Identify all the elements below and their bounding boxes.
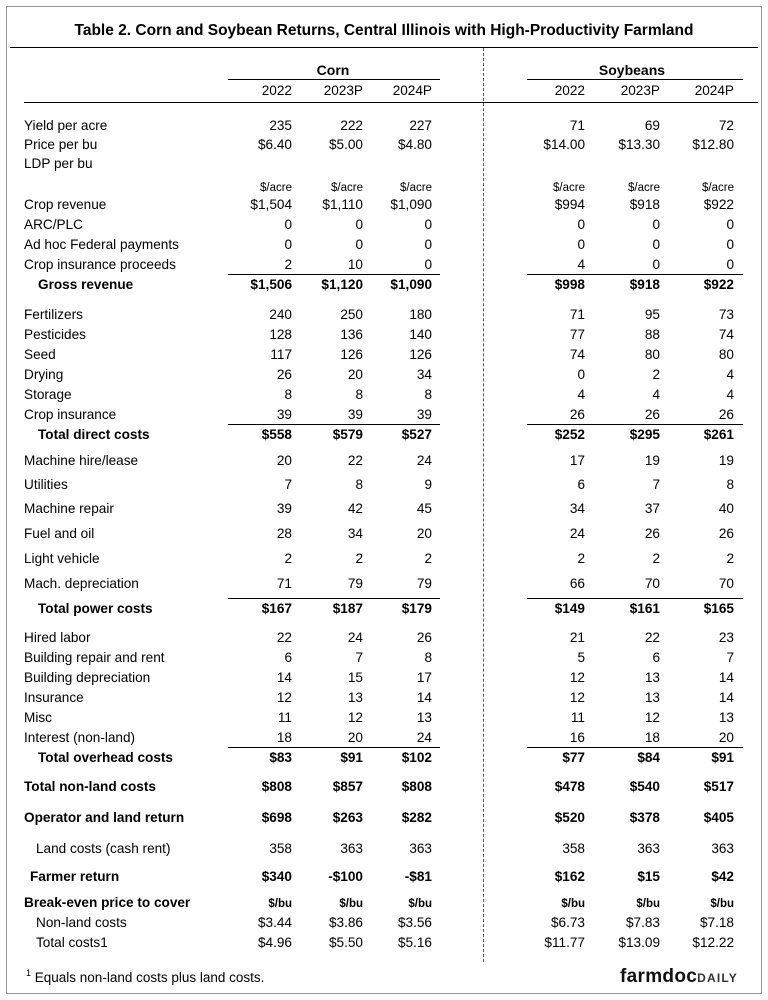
- soy-value-cell: 5: [577, 650, 585, 665]
- row-label: Machine hire/lease: [24, 453, 139, 468]
- soy-value-cell: 19: [644, 453, 660, 468]
- soy-value-cell: 73: [718, 307, 734, 322]
- corn-value-cell: -$100: [328, 869, 363, 884]
- corn-value-cell: 128: [269, 327, 292, 342]
- corn-value-cell: 12: [347, 710, 363, 725]
- soy-value-cell: 358: [562, 841, 585, 856]
- corn-value-cell: $3.86: [328, 915, 363, 930]
- corn-value-cell: 28: [276, 526, 292, 541]
- corn-value-cell: 39: [347, 407, 363, 422]
- farmdoc-logo: [620, 966, 738, 988]
- corn-value-cell: $/bu: [268, 898, 292, 910]
- corn-value-cell: 6: [284, 650, 292, 665]
- row-label: Fuel and oil: [24, 526, 95, 541]
- soy-value-cell: 18: [644, 730, 660, 745]
- soy-value-cell: 0: [577, 367, 585, 382]
- soy-value-cell: $918: [629, 197, 660, 212]
- soy-value-cell: 2: [652, 367, 660, 382]
- soy-value-cell: 13: [644, 670, 660, 685]
- subtotal-rule: [228, 274, 440, 275]
- soy-value-cell: 26: [718, 407, 734, 422]
- soy-value-cell: 4: [577, 257, 585, 272]
- corn-value-cell: 8: [355, 387, 363, 402]
- row-label: Pesticides: [24, 327, 86, 342]
- corn-value-cell: $/acre: [400, 182, 432, 194]
- soy-value-cell: $42: [711, 869, 734, 884]
- soy-value-cell: $252: [554, 427, 585, 442]
- row-label: Farmer return: [30, 869, 120, 884]
- corn-value-cell: 140: [409, 327, 432, 342]
- row-label: Utilities: [24, 477, 68, 492]
- soy-value-cell: $84: [637, 750, 660, 765]
- soy-value-cell: 22: [644, 630, 660, 645]
- row-label: Break-even price to cover: [24, 895, 191, 910]
- soy-value-cell: $/bu: [636, 898, 660, 910]
- corn-value-cell: 240: [269, 307, 292, 322]
- soy-value-cell: 70: [644, 576, 660, 591]
- corn-value-cell: 15: [347, 670, 363, 685]
- corn-value-cell: 10: [347, 257, 363, 272]
- corn-value-cell: -$81: [404, 869, 432, 884]
- row-label: Total power costs: [38, 601, 153, 616]
- corn-value-cell: 79: [347, 576, 363, 591]
- corn-value-cell: $/bu: [339, 898, 363, 910]
- corn-value-cell: 24: [416, 453, 432, 468]
- soy-value-cell: $261: [703, 427, 734, 442]
- corn-value-cell: 8: [424, 387, 432, 402]
- corn-value-cell: 0: [424, 257, 432, 272]
- soy-value-cell: 0: [726, 217, 734, 232]
- soy-value-cell: 7: [726, 650, 734, 665]
- soy-value-cell: 0: [726, 237, 734, 252]
- corn-value-cell: 7: [284, 477, 292, 492]
- corn-value-cell: $263: [332, 810, 363, 825]
- corn-value-cell: $1,090: [390, 277, 432, 292]
- soy-value-cell: 2: [577, 551, 585, 566]
- corn-value-cell: 8: [284, 387, 292, 402]
- corn-value-cell: 39: [276, 407, 292, 422]
- row-label: Price per bu: [24, 137, 98, 152]
- soy-value-cell: 88: [644, 327, 660, 342]
- footnote: [26, 968, 264, 985]
- row-label: Yield per acre: [24, 118, 108, 133]
- soy-value-cell: 0: [577, 237, 585, 252]
- row-label: Crop insurance proceeds: [24, 257, 176, 272]
- soy-value-cell: $922: [703, 197, 734, 212]
- soy-value-cell: $149: [554, 601, 585, 616]
- soy-value-cell: 0: [652, 217, 660, 232]
- soy-value-cell: $15: [637, 869, 660, 884]
- corn-value-cell: $/acre: [331, 182, 363, 194]
- soy-value-cell: $918: [629, 277, 660, 292]
- row-label: Land costs (cash rent): [36, 841, 171, 856]
- soy-value-cell: $295: [629, 427, 660, 442]
- title-rule: [10, 47, 758, 48]
- soy-value-cell: 26: [644, 526, 660, 541]
- soy-value-cell: 14: [718, 670, 734, 685]
- soy-value-cell: $14.00: [543, 137, 585, 152]
- corn-value-cell: 26: [276, 367, 292, 382]
- corn-value-cell: 0: [355, 237, 363, 252]
- soy-value-cell: 12: [569, 670, 585, 685]
- subtotal-rule: [228, 598, 440, 599]
- corn-value-cell: 222: [340, 118, 363, 133]
- corn-value-cell: 13: [416, 710, 432, 725]
- corn-value-cell: 2: [424, 551, 432, 566]
- corn-value-cell: $5.16: [397, 935, 432, 950]
- corn-value-cell: $3.56: [397, 915, 432, 930]
- corn-value-cell: $527: [401, 427, 432, 442]
- corn-value-cell: 0: [284, 237, 292, 252]
- corn-value-cell: $91: [340, 750, 363, 765]
- subtotal-rule: [228, 747, 440, 748]
- soy-value-cell: 363: [711, 841, 734, 856]
- soy-value-cell: 71: [569, 118, 585, 133]
- corn-value-cell: 2: [284, 257, 292, 272]
- corn-value-cell: 8: [424, 650, 432, 665]
- soy-value-cell: 26: [718, 526, 734, 541]
- corn-value-cell: $808: [401, 779, 432, 794]
- corn-value-cell: $3.44: [257, 915, 292, 930]
- soy-value-cell: $405: [703, 810, 734, 825]
- soy-value-cell: 72: [718, 118, 734, 133]
- row-label: Crop revenue: [24, 197, 107, 212]
- soy-value-cell: $7.83: [625, 915, 660, 930]
- corn-value-cell: 20: [347, 367, 363, 382]
- corn-value-cell: $1,506: [250, 277, 292, 292]
- corn-year-header-1: 2023P: [323, 83, 363, 98]
- corn-value-cell: 79: [416, 576, 432, 591]
- soy-header-rule: [527, 79, 743, 80]
- soy-value-cell: $165: [703, 601, 734, 616]
- corn-value-cell: 117: [270, 347, 292, 362]
- row-label: Hired labor: [24, 630, 91, 645]
- corn-value-cell: 9: [424, 477, 432, 492]
- subtotal-rule: [527, 274, 743, 275]
- corn-value-cell: 18: [276, 730, 292, 745]
- corn-value-cell: 34: [416, 367, 432, 382]
- corn-value-cell: $4.80: [397, 137, 432, 152]
- corn-value-cell: 24: [347, 630, 363, 645]
- corn-value-cell: 12: [276, 690, 292, 705]
- corn-value-cell: 2: [355, 551, 363, 566]
- soy-value-cell: $/acre: [628, 182, 660, 194]
- row-label: Total costs1: [36, 935, 108, 950]
- corn-value-cell: 227: [409, 118, 432, 133]
- corn-value-cell: $1,504: [250, 197, 292, 212]
- corn-value-cell: 363: [340, 841, 363, 856]
- soy-value-cell: $13.09: [618, 935, 660, 950]
- row-label: Fertilizers: [24, 307, 83, 322]
- section-divider: [483, 48, 484, 962]
- soy-value-cell: $11.77: [544, 935, 585, 950]
- corn-value-cell: $857: [332, 779, 363, 794]
- soy-value-cell: 0: [652, 237, 660, 252]
- corn-value-cell: $1,110: [322, 197, 363, 212]
- soy-value-cell: 69: [644, 118, 660, 133]
- corn-value-cell: 20: [347, 730, 363, 745]
- row-label: ARC/PLC: [24, 217, 83, 232]
- soy-value-cell: 70: [718, 576, 734, 591]
- soy-value-cell: $517: [703, 779, 734, 794]
- corn-value-cell: 8: [355, 477, 363, 492]
- corn-value-cell: $179: [401, 601, 432, 616]
- soy-value-cell: 0: [726, 257, 734, 272]
- soy-value-cell: $998: [554, 277, 585, 292]
- soy-value-cell: $520: [554, 810, 585, 825]
- corn-value-cell: 39: [416, 407, 432, 422]
- corn-value-cell: 17: [416, 670, 432, 685]
- soy-value-cell: 74: [569, 347, 585, 362]
- row-label: Drying: [24, 367, 64, 382]
- corn-header-rule: [228, 79, 440, 80]
- corn-value-cell: 0: [355, 217, 363, 232]
- corn-value-cell: $/bu: [408, 898, 432, 910]
- corn-group-header: Corn: [316, 62, 350, 78]
- subtotal-rule: [527, 424, 743, 425]
- corn-value-cell: $187: [332, 601, 363, 616]
- row-label: Mach. depreciation: [24, 576, 139, 591]
- corn-value-cell: 126: [409, 347, 432, 362]
- logo-sub: DAILY: [697, 971, 738, 985]
- row-label: Total direct costs: [38, 427, 150, 442]
- corn-value-cell: 7: [355, 650, 363, 665]
- row-label: Operator and land return: [24, 810, 185, 825]
- corn-value-cell: 2: [284, 551, 292, 566]
- corn-value-cell: 22: [276, 630, 292, 645]
- row-label: Crop insurance: [24, 407, 117, 422]
- soy-value-cell: 77: [569, 327, 585, 342]
- corn-year-header-0: 2022: [261, 83, 292, 98]
- table-title: Table 2. Corn and Soybean Returns, Central Illinois with High-Productivity Farmland: [74, 22, 694, 39]
- row-label: Interest (non-land): [24, 730, 136, 745]
- corn-value-cell: $579: [332, 427, 363, 442]
- soy-year-header-2: 2024P: [694, 83, 734, 98]
- soy-value-cell: 0: [577, 217, 585, 232]
- corn-value-cell: $/acre: [260, 182, 292, 194]
- soy-value-cell: $12.22: [692, 935, 734, 950]
- soy-value-cell: 6: [577, 477, 585, 492]
- soy-value-cell: 80: [644, 347, 660, 362]
- soy-year-header-0: 2022: [554, 83, 585, 98]
- corn-value-cell: 0: [424, 217, 432, 232]
- row-label: Total non-land costs: [24, 779, 156, 794]
- soy-value-cell: 37: [644, 501, 660, 516]
- corn-value-cell: 250: [340, 307, 363, 322]
- soy-value-cell: 6: [652, 650, 660, 665]
- soy-value-cell: 8: [726, 477, 734, 492]
- row-label: Seed: [24, 347, 56, 362]
- corn-value-cell: 45: [416, 501, 432, 516]
- soy-value-cell: $922: [703, 277, 734, 292]
- soy-value-cell: 24: [569, 526, 585, 541]
- corn-value-cell: 20: [276, 453, 292, 468]
- corn-value-cell: 11: [277, 710, 292, 725]
- row-label: Building repair and rent: [24, 650, 165, 665]
- row-label: LDP per bu: [24, 156, 93, 171]
- corn-value-cell: 235: [269, 118, 292, 133]
- corn-value-cell: $808: [261, 779, 292, 794]
- soy-value-cell: 7: [652, 477, 660, 492]
- corn-value-cell: $6.40: [257, 137, 292, 152]
- soy-value-cell: $12.80: [692, 137, 734, 152]
- corn-value-cell: 71: [276, 576, 292, 591]
- row-label: Total overhead costs: [38, 750, 173, 765]
- corn-value-cell: 42: [347, 501, 363, 516]
- footnote-text: Equals non-land costs plus land costs.: [31, 970, 265, 985]
- soy-value-cell: $/bu: [561, 898, 585, 910]
- corn-value-cell: $1,120: [321, 277, 363, 292]
- soy-value-cell: $91: [711, 750, 734, 765]
- soy-value-cell: 16: [569, 730, 585, 745]
- corn-value-cell: 22: [347, 453, 363, 468]
- corn-value-cell: 358: [269, 841, 292, 856]
- soy-value-cell: 26: [644, 407, 660, 422]
- soy-value-cell: $6.73: [550, 915, 585, 930]
- soy-value-cell: 34: [569, 501, 585, 516]
- corn-value-cell: 20: [416, 526, 432, 541]
- soy-value-cell: 13: [718, 710, 734, 725]
- corn-value-cell: 26: [416, 630, 432, 645]
- subtotal-rule: [527, 598, 743, 599]
- soy-value-cell: 19: [718, 453, 734, 468]
- corn-value-cell: $282: [401, 810, 432, 825]
- subtotal-rule: [228, 424, 440, 425]
- soy-value-cell: 12: [569, 690, 585, 705]
- soy-value-cell: 21: [569, 630, 585, 645]
- corn-value-cell: 0: [284, 217, 292, 232]
- soy-value-cell: $478: [554, 779, 585, 794]
- row-label: Building depreciation: [24, 670, 151, 685]
- corn-value-cell: $102: [401, 750, 432, 765]
- footnote-mark: 1: [26, 968, 32, 978]
- corn-value-cell: 363: [409, 841, 432, 856]
- soy-value-cell: 4: [652, 387, 660, 402]
- soy-value-cell: 23: [718, 630, 734, 645]
- row-label: Gross revenue: [38, 277, 134, 292]
- row-label: Light vehicle: [24, 551, 100, 566]
- soy-value-cell: 4: [577, 387, 585, 402]
- corn-value-cell: 14: [416, 690, 432, 705]
- soy-value-cell: 71: [569, 307, 585, 322]
- soy-value-cell: 40: [718, 501, 734, 516]
- row-label: Ad hoc Federal payments: [24, 237, 179, 252]
- soy-value-cell: 0: [652, 257, 660, 272]
- soy-value-cell: $13.30: [618, 137, 660, 152]
- corn-value-cell: $83: [269, 750, 292, 765]
- soy-value-cell: 2: [652, 551, 660, 566]
- soy-value-cell: 4: [726, 387, 734, 402]
- corn-value-cell: 13: [347, 690, 363, 705]
- corn-value-cell: 136: [340, 327, 363, 342]
- corn-value-cell: 0: [424, 237, 432, 252]
- corn-value-cell: $558: [261, 427, 292, 442]
- soy-value-cell: $/bu: [710, 898, 734, 910]
- corn-value-cell: $698: [261, 810, 292, 825]
- corn-value-cell: $5.50: [328, 935, 363, 950]
- soy-value-cell: 17: [569, 453, 585, 468]
- row-label: Insurance: [24, 690, 84, 705]
- soy-value-cell: $162: [554, 869, 585, 884]
- soy-value-cell: 363: [637, 841, 660, 856]
- corn-value-cell: 39: [276, 501, 292, 516]
- row-label: Misc: [24, 710, 52, 725]
- soy-year-header-1: 2023P: [620, 83, 660, 98]
- soybean-group-header: Soybeans: [598, 62, 666, 78]
- soy-value-cell: 12: [644, 710, 660, 725]
- soy-value-cell: $994: [554, 197, 585, 212]
- soy-value-cell: 13: [644, 690, 660, 705]
- soy-value-cell: 14: [718, 690, 734, 705]
- subtotal-rule: [527, 747, 743, 748]
- row-label: Non-land costs: [36, 915, 127, 930]
- soy-value-cell: 95: [644, 307, 660, 322]
- header-bottom-rule: [24, 102, 758, 103]
- corn-value-cell: $1,090: [390, 197, 432, 212]
- corn-value-cell: 24: [416, 730, 432, 745]
- soy-value-cell: 26: [569, 407, 585, 422]
- soy-value-cell: $77: [562, 750, 585, 765]
- soy-value-cell: 66: [569, 576, 585, 591]
- soy-value-cell: 2: [726, 551, 734, 566]
- soy-value-cell: 4: [726, 367, 734, 382]
- soy-value-cell: $161: [629, 601, 660, 616]
- corn-value-cell: $340: [261, 869, 292, 884]
- corn-value-cell: 126: [340, 347, 363, 362]
- row-label: Machine repair: [24, 501, 114, 516]
- soy-value-cell: $/acre: [702, 182, 734, 194]
- corn-year-header-2: 2024P: [392, 83, 432, 98]
- corn-value-cell: 34: [347, 526, 363, 541]
- soy-value-cell: 80: [718, 347, 734, 362]
- soy-value-cell: 11: [570, 710, 585, 725]
- soy-value-cell: 20: [718, 730, 734, 745]
- soy-value-cell: $/acre: [553, 182, 585, 194]
- soy-value-cell: $378: [629, 810, 660, 825]
- corn-value-cell: 14: [276, 670, 292, 685]
- soy-value-cell: 74: [718, 327, 734, 342]
- corn-value-cell: $5.00: [328, 137, 363, 152]
- soy-value-cell: $7.18: [699, 915, 734, 930]
- corn-value-cell: $4.96: [257, 935, 292, 950]
- soy-value-cell: $540: [629, 779, 660, 794]
- row-label: Storage: [24, 387, 72, 402]
- corn-value-cell: 180: [409, 307, 432, 322]
- logo-main: farmdoc: [620, 966, 698, 987]
- corn-value-cell: $167: [261, 601, 292, 616]
